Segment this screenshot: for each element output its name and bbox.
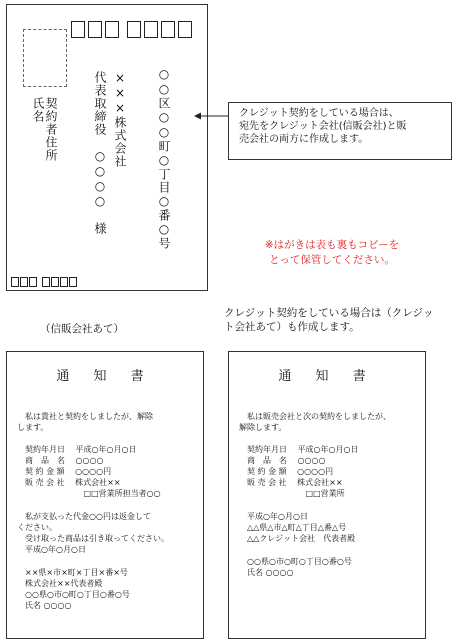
recipient-name: 代表取締役 ○○○○ 様 [93,71,107,235]
callout-box [228,102,452,160]
contract-field: 販 売 会 社 株式会社×× [25,478,121,487]
left-caption: （信販会社あて） [40,323,124,335]
intro-line: 私は貴社と契約をしましたが、解除 [25,412,153,421]
warning-line: とって保管してください。 [269,254,395,266]
sender-line: ○○県○市○町○丁目○番○号 [247,557,352,566]
warning-line: ※はがきは表も裏もコピーを [264,239,400,251]
callout-line: 売会社の両方に作成します。 [239,134,369,145]
postcard-front [6,4,208,291]
postal-code-boxes [71,21,192,38]
contract-field: 販 売 会 社 株式会社×× [247,478,343,487]
sender-line: 株式会社××代表者殿 [25,579,103,588]
document-title: 通 知 書 [56,369,154,384]
postal-code-box [178,21,192,38]
sender-address-name: 契約者住所 氏名 [31,97,58,162]
body-line: 平成○年○月○日 [247,512,308,521]
postal-code-box [127,21,141,38]
contract-field: 契約年月日 平成○年○月○日 [247,445,359,454]
body-line: ください。 [17,523,57,532]
sender-line: ××県×市×町×丁目×番×号 [25,568,128,577]
notice-document-seller [228,351,426,639]
intro-line: 私は販売会社と次の契約をしましたが、 [247,412,391,421]
recipient-company: ×××株式会社 [113,71,127,168]
postal-code-box [11,277,19,287]
body-line: 平成○年○月○日 [25,545,86,554]
recipient-address: ○○区○○町○丁目○番○号 [157,67,171,250]
postal-code-box [161,21,175,38]
stamp-area [23,29,67,87]
postal-code-box [20,277,28,287]
callout-line: クレジット契約をしている場合は、 [239,108,399,119]
postal-code-box [42,277,50,287]
contract-field: 契 約 金 額 ○○○○円 [25,467,112,476]
intro-line: 解除します。 [239,423,287,432]
contract-field: 商 品 名 ○○○○ [25,456,104,465]
callout-arrow [194,111,230,121]
contract-field: 商 品 名 ○○○○ [247,456,326,465]
postal-code-box [29,277,37,287]
postal-code-box [60,277,68,287]
postal-code-box [71,21,85,38]
copy-warning [232,238,432,268]
body-line: 私が支払った代金○○円は返金して [25,512,151,521]
contract-field: 契約年月日 平成○年○月○日 [25,445,137,454]
sender-line: 氏名 ○○○○ [25,601,72,610]
contract-field: □□営業所担当者○○ [25,489,161,498]
callout-line: 宛先をクレジット会社(信販会社)と販 [239,121,407,132]
postal-code-box [88,21,102,38]
sender-line: ○○県○市○町○丁目○番○号 [25,590,130,599]
body-line: △△県△市△町△丁目△番△号 [247,523,347,532]
sender-line: 氏名 ○○○○ [247,568,294,577]
postal-code-box [144,21,158,38]
body-line: 受け取った商品は引き取ってください。 [25,534,169,543]
postal-code-box [69,277,77,287]
postal-code-box [51,277,59,287]
contract-field: □□営業所 [247,489,345,498]
sender-postal-code-boxes [11,277,77,287]
body-line: △△クレジット会社 代表者殿 [247,534,356,543]
right-caption [224,306,433,334]
right-caption-line: クレジット契約をしている場合は（クレジッ [224,307,434,319]
notice-document-credit [6,351,204,639]
contract-field: 契 約 金 額 ○○○○円 [247,467,334,476]
right-caption-line: ト会社あて）も作成します。 [224,321,360,333]
postal-code-box [105,21,119,38]
document-title: 通 知 書 [278,369,376,384]
intro-line: します。 [17,423,49,432]
